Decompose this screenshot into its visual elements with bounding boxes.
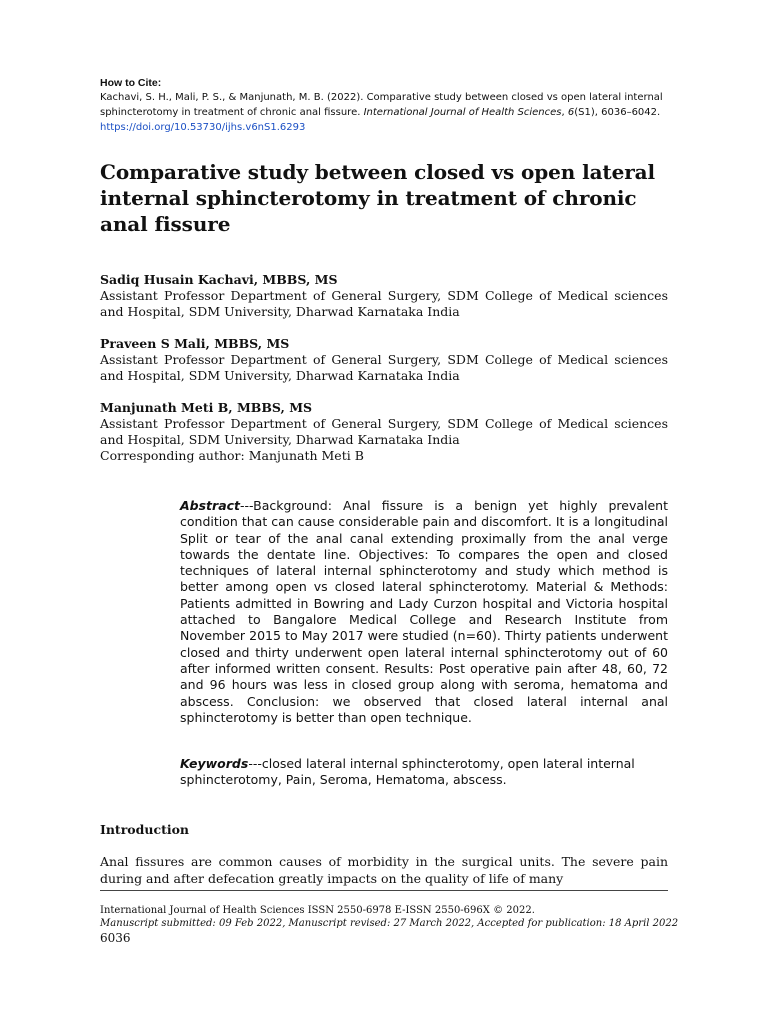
author-name: Praveen S Mali, MBBS, MS <box>100 336 290 351</box>
footer-journal-line: International Journal of Health Sciences ISSN 2550-6978 E-ISSN 2550-696X © 2022. <box>100 905 535 916</box>
footer-dates-line: Manuscript submitted: 09 Feb 2022, Manuscript revised: 27 March 2022, Accepted for publication: 18 April 2022 <box>100 918 679 929</box>
author-name: Manjunath Meti B, MBBS, MS <box>100 400 313 415</box>
abstract <box>180 498 668 726</box>
citation-separator: , <box>561 107 568 118</box>
citation-text <box>100 90 668 135</box>
author-affiliation: Assistant Professor Department of General Surgery, SDM College of Medical sciences and Hospital, SDM University, Dharwad Karnataka India <box>100 416 668 447</box>
page-number: 6036 <box>100 931 131 945</box>
abstract-label: Abstract <box>180 498 241 513</box>
keywords-text: ---closed lateral internal sphincterotomy, open lateral internal sphincterotomy, Pain, Seroma, Hematoma, abscess. <box>180 756 635 788</box>
author-affiliation: Assistant Professor Department of General Surgery, SDM College of Medical sciences and Hospital, SDM University, Dharwad Karnataka India <box>100 352 668 383</box>
doi-link[interactable]: https://doi.org/10.53730/ijhs.v6nS1.6293 <box>100 122 306 133</box>
citation-block <box>100 76 668 135</box>
author-affiliation: Assistant Professor Department of General Surgery, SDM College of Medical sciences and Hospital, SDM University, Dharwad Karnataka India <box>100 288 668 319</box>
keywords-label: Keywords <box>180 756 249 771</box>
introduction-text: Anal fissures are common causes of morbidity in the surgical units. The severe pain during and after defecation greatly impacts on the quality of life of many <box>100 854 668 886</box>
keywords <box>180 756 668 789</box>
citation-label: How to Cite: <box>100 77 162 89</box>
page-footer <box>100 904 680 946</box>
introduction-heading: Introduction <box>100 822 190 837</box>
author-2 <box>100 336 668 384</box>
footer-divider <box>100 890 668 891</box>
citation-volume: 6 <box>567 107 575 118</box>
corresponding-author-note: Corresponding author: Manjunath Meti B <box>100 448 364 463</box>
abstract-text: ---Background: Anal fissure is a benign yet highly prevalent condition that can cause considerable pain and discomfort. It is a longitudinal Split or tear of the anal canal extending proximally from the anal verge towards the dentate line. Objectives: To compares the open and closed techniques of lateral internal sphincterotomy and study which method is better among open vs closed lateral sphincterotomy. Material & Methods: Patients admitted in Bowring and Lady Curzon hospital and Victoria hospital attached to Bangalore Medical College and Research Institute from November 2015 to May 2017 were studied (n=60). Thirty patients underwent closed and thirty underwent open lateral internal sphincterotomy out of 60 after informed written consent. Results: Post operative pain after 48, 60, 72 and 96 hours was less in closed group along with seroma, hematoma and abscess. Conclusion: we observed that closed lateral internal anal sphincterotomy is better than open technique. <box>180 498 668 725</box>
paper-title: Comparative study between closed vs open lateral internal sphincterotomy in treatment of chronic anal fissure <box>100 160 655 236</box>
citation-issue-pages: (S1), 6036–6042. <box>574 107 661 118</box>
author-3 <box>100 400 668 464</box>
citation-authors: Kachavi, S. H., Mali, P. S., & Manjunath, M. B. (2022). Comparative study between closed vs open lateral internal sphincterotomy in treatment of chronic anal fissure. <box>100 92 663 118</box>
paper-page <box>100 76 668 886</box>
author-name: Sadiq Husain Kachavi, MBBS, MS <box>100 272 338 287</box>
author-1 <box>100 272 668 320</box>
citation-journal: International Journal of Health Sciences <box>363 107 562 118</box>
